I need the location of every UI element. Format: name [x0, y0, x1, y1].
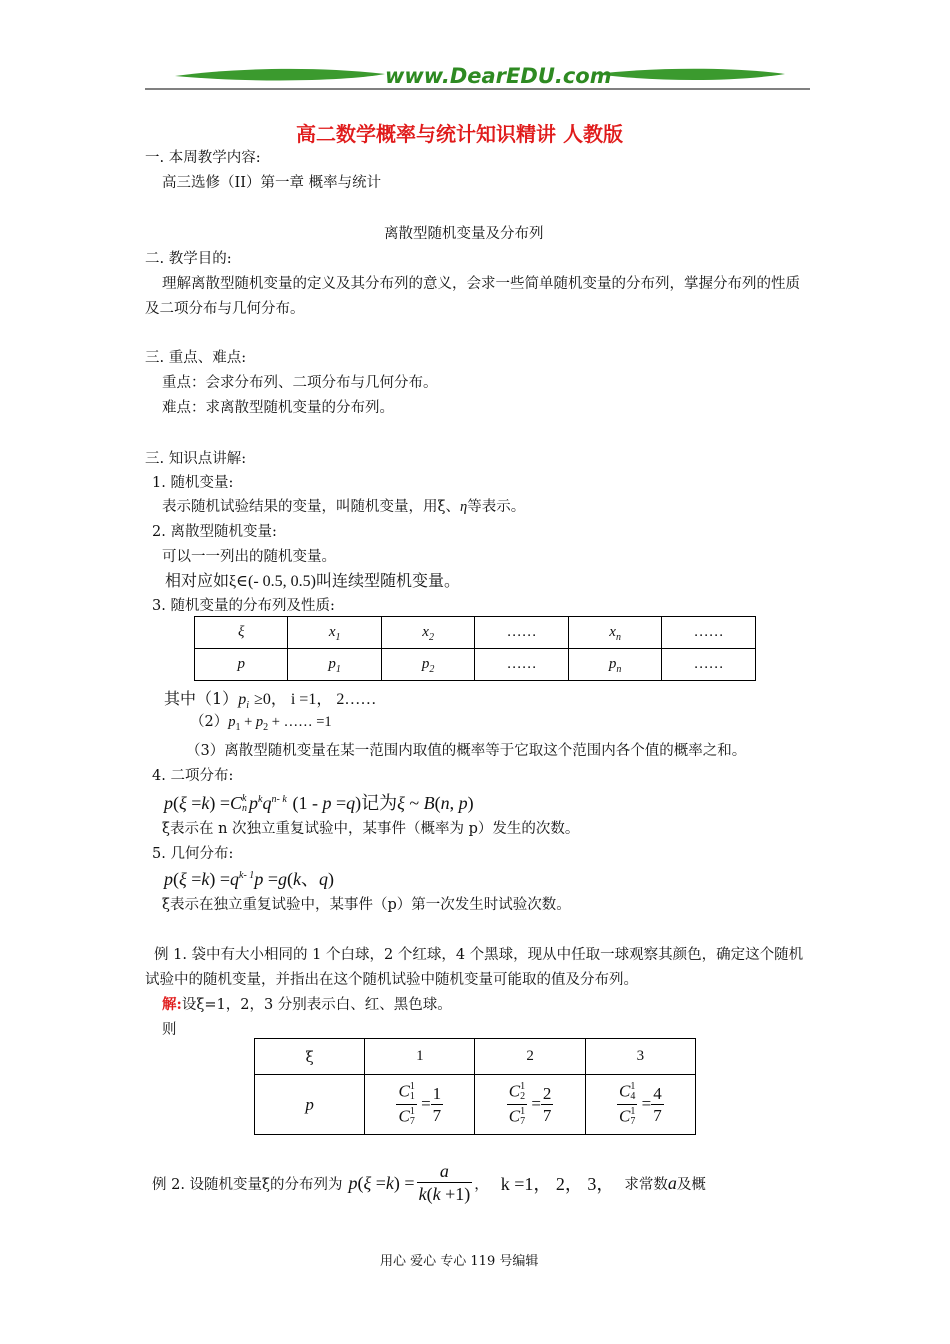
section1-content: 高三选修（II）第一章 概率与统计 — [162, 175, 382, 191]
distribution-table — [194, 616, 756, 681]
section2-content: 理解离散型随机变量的定义及其分布列的意义，会求一些简单随机变量的分布列，掌握分布列的性质及二项分布与几何分布。 — [145, 276, 800, 317]
point3-title: 3. 随机变量的分布列及性质: — [152, 598, 335, 614]
point1-text: 表示随机试验结果的变量，叫随机变量，用ξ、η等表示。 — [162, 499, 526, 515]
table-cell: $p_2$ — [381, 649, 474, 681]
footer: 用心 爱心 专心 119 号编辑 — [380, 1254, 539, 1269]
table-cell: $p_1$ — [288, 649, 381, 681]
property-1: 其中$(1)p_i \ge 0$， i =1， 2…… — [164, 689, 377, 712]
table-cell: p — [195, 649, 288, 681]
example1-table — [254, 1038, 696, 1135]
table-cell: …… — [475, 649, 569, 681]
page-title: 高二数学概率与统计知识精讲 人教版 — [296, 122, 623, 146]
table-cell: p — [255, 1075, 365, 1135]
point5-title: 5. 几何分布: — [152, 846, 234, 862]
section3-heading: 三. 重点、难点: — [145, 350, 247, 366]
table-cell: …… — [475, 617, 569, 649]
example1-text: 例 1. 袋中有大小相同的 1 个白球，2 个红球，4 个黑球，现从中任取一球观察其颜色，确定这个随机试验中的随机变量，并指出在这个随机试验中随机变量可能取的值及分布列。 — [145, 947, 804, 988]
table-cell: $x_1$ — [288, 617, 381, 649]
table-cell: 2 — [475, 1039, 585, 1075]
logo-text: www.DearEDU.com — [385, 64, 612, 88]
table-cell: 3 — [585, 1039, 695, 1075]
point2-text: 可以一一列出的随机变量。 — [162, 549, 336, 565]
binomial-desc: ξ表示在 n 次独立重复试验中，某事件（概率为 p）发生的次数。 — [162, 821, 580, 837]
point2-title: 2. 离散型随机变量: — [152, 524, 277, 540]
table-cell: …… — [662, 617, 756, 649]
table-cell: $x_n$ — [568, 617, 661, 649]
geometric-desc: ξ表示在独立重复试验中，某事件（p）第一次发生时试验次数。 — [162, 897, 571, 913]
table-cell: …… — [662, 649, 756, 681]
section2-heading: 二. 教学目的: — [145, 251, 232, 267]
table-cell: ξ — [255, 1039, 365, 1075]
table-cell: C 1 4 C 1 7 = $\frac{4}{7}$ — [585, 1075, 695, 1135]
difficulty: 难点：求离散型随机变量的分布列。 — [162, 400, 394, 416]
table-cell: $p_n$ — [568, 649, 661, 681]
section4-heading: 三. 知识点讲解: — [145, 451, 247, 467]
point4-title: 4. 二项分布: — [152, 768, 234, 784]
section1-heading: 一. 本周教学内容: — [145, 150, 261, 166]
binomial-formula: p(ξ =k) =C k n $p^kq^{n- k}$ (1 - p =q)记为ξ ~ B(n, p) — [164, 793, 474, 814]
point1-title: 1. 随机变量: — [152, 475, 234, 491]
example2-text: 例 2. 设随机变量ξ的分布列为 p(ξ =k) = $\frac{a}{k(k +1)}$ ， k =1， 2， 3， 求常数 a 及概 — [152, 1161, 706, 1204]
table-cell: C 1 1 C 1 7 = $\frac{1}{7}$ — [365, 1075, 475, 1135]
table-cell: $x_2$ — [381, 617, 474, 649]
geometric-formula: $p(\xi =k) =q^{k- 1}p =g(k$、q) — [164, 869, 334, 890]
example1-solution: 解:设ξ=1，2，3 分别表示白、红、黑色球。 — [162, 996, 452, 1013]
point2-continuous: 相对应如ξ∈(- 0.5, 0.5)叫连续型随机变量。 — [165, 571, 460, 590]
property-2: $(2)p_1 + p_2$ + …… =1 — [190, 714, 332, 733]
header-logo — [145, 62, 810, 94]
table-cell: ξ — [195, 617, 288, 649]
property-3: （3）离散型随机变量在某一范围内取值的概率等于它取这个范围内各个值的概率之和。 — [186, 743, 747, 759]
table-cell: C 1 2 C 1 7 = $\frac{2}{7}$ — [475, 1075, 585, 1135]
subtitle: 离散型随机变量及分布列 — [384, 226, 544, 242]
table-cell: 1 — [365, 1039, 475, 1075]
key-point: 重点：会求分布列、二项分布与几何分布。 — [162, 375, 438, 391]
example1-then: 则 — [162, 1022, 177, 1038]
